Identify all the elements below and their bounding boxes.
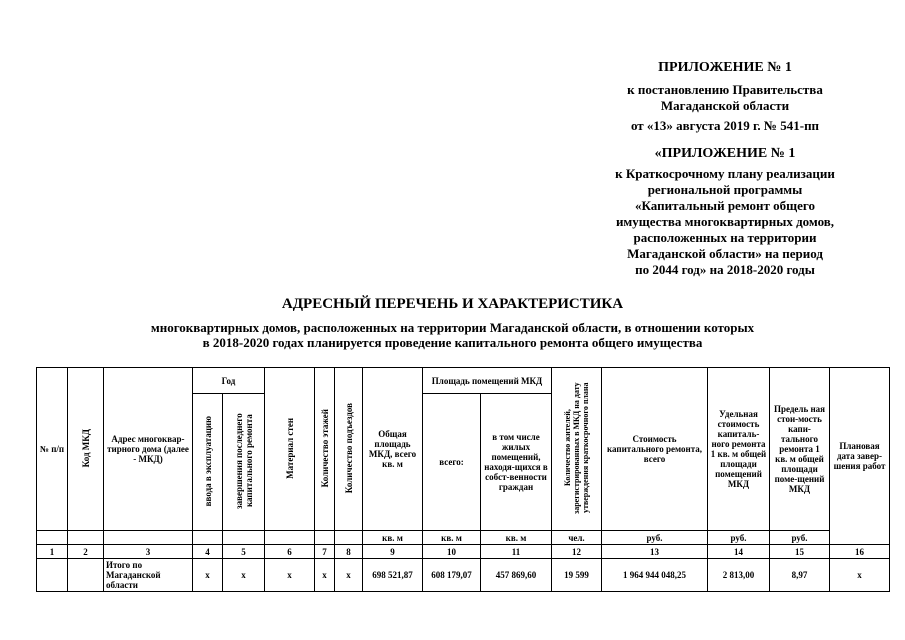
appendix-block <box>560 60 890 134</box>
unit-cell <box>68 531 104 545</box>
row-limit-cost: 8,97 <box>770 559 830 592</box>
appendix2-block <box>560 146 890 278</box>
header-code-label: Код МКД <box>80 428 91 468</box>
row-premises-living: 457 869,60 <box>481 559 552 592</box>
col-number: 11 <box>481 545 552 559</box>
unit-cost: руб. <box>602 531 708 545</box>
row-premises-total: 608 179,07 <box>423 559 481 592</box>
header-num: № п/п <box>37 368 68 531</box>
row-unit-cost: 2 813,00 <box>708 559 770 592</box>
subtitle-line: многоквартирных домов, расположенных на территории Магаданской области, в отношении которых <box>150 320 755 335</box>
col-number: 14 <box>708 545 770 559</box>
row-wall: x <box>265 559 315 592</box>
header-year-commission-label: ввода в эксплуатацию <box>202 415 213 507</box>
header-wall-label: Материал стен <box>284 417 295 479</box>
col-number: 6 <box>265 545 315 559</box>
col-number: 16 <box>830 545 890 559</box>
col-number: 15 <box>770 545 830 559</box>
document-title: АДРЕСНЫЙ ПЕРЕЧЕНЬ И ХАРАКТЕРИСТИКА <box>281 296 624 312</box>
row-cost: 1 964 944 048,25 <box>602 559 708 592</box>
unit-unit-cost: руб. <box>708 531 770 545</box>
header-limit-cost: Предель ная стои-мость капи-тального ремонта 1 кв. м общей площади поме-щений МКД <box>770 368 830 531</box>
appendix2-line: к Краткосрочному плану реализации <box>615 166 835 181</box>
header-floors <box>315 368 335 531</box>
unit-premises-living: кв. м <box>481 531 552 545</box>
unit-cell <box>315 531 335 545</box>
address-table <box>36 367 890 592</box>
unit-cell <box>335 531 363 545</box>
unit-limit-cost: руб. <box>770 531 830 545</box>
row-year-commission: x <box>193 559 223 592</box>
row-address: Итого по Магаданской области <box>104 559 193 592</box>
appendix-title: ПРИЛОЖЕНИЕ № 1 <box>658 60 792 75</box>
header-year: Год <box>193 368 265 394</box>
appendix2-line: расположенных на территории <box>633 230 817 245</box>
col-number: 12 <box>552 545 602 559</box>
unit-residents: чел. <box>552 531 602 545</box>
unit-cell <box>37 531 68 545</box>
col-number: 9 <box>363 545 423 559</box>
header-planned-date: Плановая дата завер-шения работ <box>830 368 890 545</box>
header-year-repair-label: завершения последнего капитального ремонта <box>233 413 254 509</box>
unit-premises-total: кв. м <box>423 531 481 545</box>
row-entrances: x <box>335 559 363 592</box>
col-number: 8 <box>335 545 363 559</box>
appendix-line: от «13» августа 2019 г. № 541-пп <box>630 118 820 133</box>
header-residents-label: Количество жителей, зарегистрированных в МКД на дату утверждения краткосрочного плана <box>563 382 590 514</box>
col-number: 5 <box>223 545 265 559</box>
header-premises-total: всего: <box>423 394 481 531</box>
col-number: 4 <box>193 545 223 559</box>
unit-cell <box>193 531 223 545</box>
header-entrances <box>335 368 363 531</box>
row-total-area: 698 521,87 <box>363 559 423 592</box>
header-unit-cost: Удельная стоимость капиталь-ного ремонта 1 кв. м общей площади помещений МКД <box>708 368 770 531</box>
col-number: 7 <box>315 545 335 559</box>
col-number: 3 <box>104 545 193 559</box>
appendix2-line: по 2044 год» на 2018-2020 годы <box>635 262 815 277</box>
header-premises-living: в том числе жилых помещений, находя-щихся в собст-венности граждан <box>481 394 552 531</box>
header-year-commission <box>193 394 223 531</box>
unit-cell <box>265 531 315 545</box>
header-code <box>68 368 104 531</box>
row-planned-date: x <box>830 559 890 592</box>
appendix-line: Магаданской области <box>660 98 790 113</box>
col-number: 1 <box>37 545 68 559</box>
row-year-repair: x <box>223 559 265 592</box>
header-address: Адрес многоквар-тирного дома (далее - МКД) <box>104 368 193 531</box>
header-entrances-label: Количество подъездов <box>343 402 354 494</box>
header-floors-label: Количество этажей <box>319 408 330 488</box>
header-cost: Стоимость капитального ремонта, всего <box>602 368 708 531</box>
appendix2-line: имущества многоквартирных домов, <box>615 214 835 229</box>
appendix-line: к постановлению Правительства <box>627 82 823 97</box>
subtitle-line: в 2018-2020 годах планируется проведение капитального ремонта общего имущества <box>202 335 703 350</box>
unit-cell <box>104 531 193 545</box>
row-floors: x <box>315 559 335 592</box>
table-row <box>37 559 890 592</box>
document-subtitle <box>0 320 905 350</box>
row-code <box>68 559 104 592</box>
header-wall <box>265 368 315 531</box>
row-residents: 19 599 <box>552 559 602 592</box>
header-residents <box>552 368 602 531</box>
row-num <box>37 559 68 592</box>
col-number: 10 <box>423 545 481 559</box>
appendix2-title: «ПРИЛОЖЕНИЕ № 1 <box>654 146 796 161</box>
col-number: 2 <box>68 545 104 559</box>
header-year-repair <box>223 394 265 531</box>
unit-total-area: кв. м <box>363 531 423 545</box>
appendix2-line: региональной программы <box>647 182 803 197</box>
appendix2-line: «Капитальный ремонт общего <box>635 198 815 213</box>
appendix2-line: Магаданской области» на период <box>627 246 823 261</box>
unit-cell <box>223 531 265 545</box>
header-total-area: Общая площадь МКД, всего кв. м <box>363 368 423 531</box>
col-number: 13 <box>602 545 708 559</box>
header-premises-area: Площадь помещений МКД <box>423 368 552 394</box>
